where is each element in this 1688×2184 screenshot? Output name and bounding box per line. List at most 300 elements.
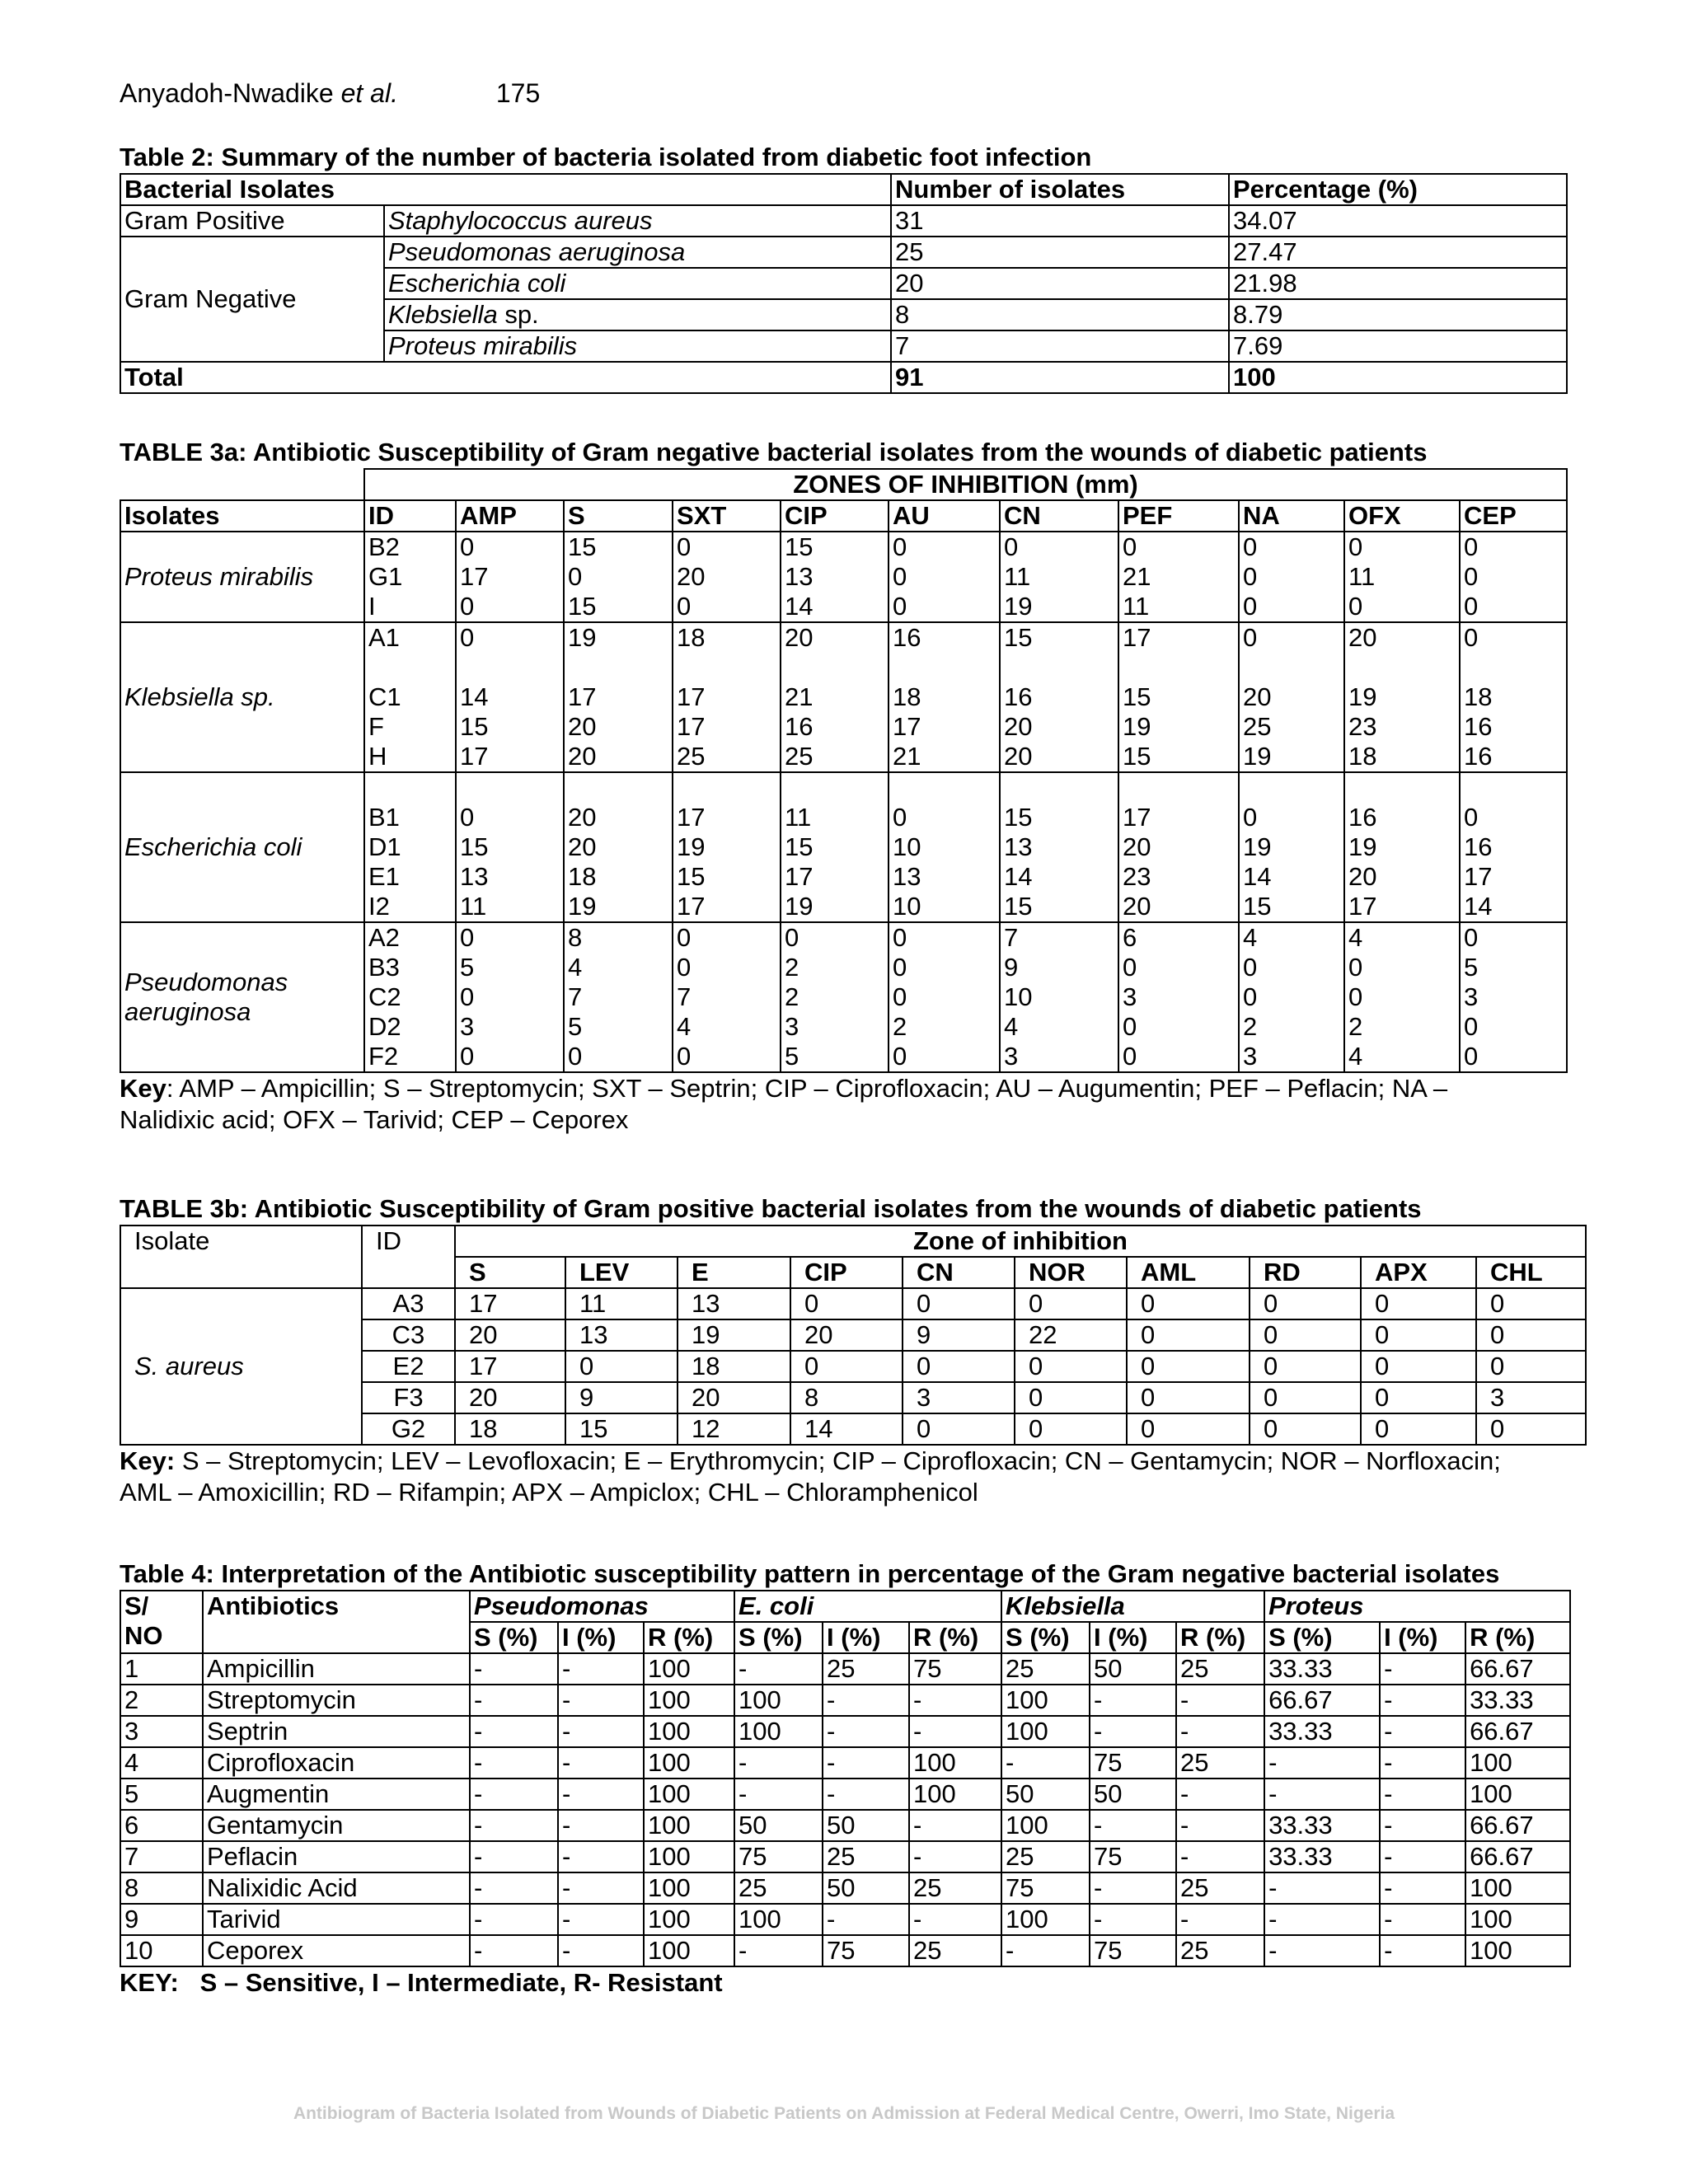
isolate-name bbox=[120, 532, 364, 622]
percentage-value: 100 bbox=[644, 1872, 734, 1904]
percentage-value: 100 bbox=[1001, 1685, 1090, 1716]
cell-value: 4 bbox=[677, 1012, 692, 1041]
cell-value: 17 bbox=[893, 712, 921, 741]
table2-header-percentage: Percentage (%) bbox=[1229, 174, 1567, 205]
cell-value bbox=[785, 773, 884, 803]
zone-value: 0 bbox=[790, 1288, 903, 1319]
cell-value: 4 bbox=[1243, 923, 1258, 952]
table4-key: KEY: S – Sensitive, I – Intermediate, R- Resistant bbox=[120, 1968, 723, 1997]
cell-value: 11 bbox=[460, 892, 487, 921]
cell-value: 0 bbox=[460, 532, 475, 561]
antibiotic-name: Nalixidic Acid bbox=[203, 1872, 470, 1904]
percentage-value: - bbox=[1264, 1872, 1380, 1904]
isolate-percentage: 34.07 bbox=[1229, 205, 1567, 237]
cell-value: 20 bbox=[1123, 832, 1151, 861]
zone-values bbox=[1239, 532, 1344, 622]
total-count: 91 bbox=[891, 362, 1229, 393]
percentage-value: - bbox=[1176, 1779, 1264, 1810]
table4-subheader: R (%) bbox=[1465, 1622, 1570, 1653]
cell-value: 0 bbox=[893, 923, 907, 952]
row-number: 6 bbox=[120, 1810, 203, 1841]
cell-value: 19 bbox=[677, 832, 706, 861]
table3b-block bbox=[120, 1193, 1585, 1508]
zone-value: 0 bbox=[1127, 1351, 1250, 1382]
table-row bbox=[120, 237, 1567, 268]
percentage-value: 25 bbox=[1176, 1872, 1264, 1904]
cell-value: 0 bbox=[1464, 923, 1479, 952]
zone-value: 8 bbox=[790, 1382, 903, 1413]
zone-value: 0 bbox=[1015, 1382, 1127, 1413]
isolate-name-line: Proteus mirabilis bbox=[124, 562, 314, 591]
percentage-value: 100 bbox=[644, 1904, 734, 1935]
percentage-value: - bbox=[1264, 1935, 1380, 1966]
cell-value: 0 bbox=[893, 562, 907, 591]
zone-value: 13 bbox=[565, 1319, 678, 1351]
cell-value: 5 bbox=[1464, 953, 1479, 982]
cell-value: 3 bbox=[1004, 1042, 1019, 1071]
percentage-value: - bbox=[1090, 1716, 1176, 1747]
percentage-value: - bbox=[1176, 1904, 1264, 1935]
table-row bbox=[120, 1841, 1570, 1872]
row-number: 9 bbox=[120, 1904, 203, 1935]
percentage-value: - bbox=[1380, 1810, 1465, 1841]
zone-value: 20 bbox=[455, 1319, 565, 1351]
cell-value: 18 bbox=[1464, 682, 1493, 711]
percentage-value: 33.33 bbox=[1264, 1841, 1380, 1872]
zone-values bbox=[889, 532, 1000, 622]
cell-value: 19 bbox=[1243, 832, 1272, 861]
cell-value bbox=[568, 773, 668, 803]
cell-value: 0 bbox=[1243, 982, 1258, 1011]
organism-name: Pseudomonas aeruginosa bbox=[384, 237, 891, 268]
cell-value: 0 bbox=[1243, 532, 1258, 561]
cell-value: 5 bbox=[568, 1012, 583, 1041]
organism-name: S. aureus bbox=[120, 1288, 362, 1445]
cell-value: 0 bbox=[893, 532, 907, 561]
isolate-name-line: Escherichia coli bbox=[124, 832, 302, 861]
zone-values bbox=[1118, 922, 1239, 1072]
zone-values bbox=[1118, 532, 1239, 622]
table3b-col-chl: CHL bbox=[1476, 1257, 1586, 1288]
percentage-value: - bbox=[909, 1685, 1001, 1716]
percentage-value: 75 bbox=[1090, 1841, 1176, 1872]
cell-value: 0 bbox=[1348, 953, 1363, 982]
key-text: : AMP – Ampicillin; S – Streptomycin; SXT – Septrin; CIP – Ciprofloxacin; AU – Augumentin; PEF – Peflacin; NA – bbox=[166, 1074, 1448, 1103]
percentage-value: - bbox=[470, 1685, 558, 1716]
table3b-zone-header: Zone of inhibition bbox=[455, 1226, 1586, 1257]
isolate-ids bbox=[364, 772, 456, 922]
cell-value: 20 bbox=[568, 803, 597, 832]
cell-value: 8 bbox=[568, 923, 583, 952]
cell-value: 0 bbox=[460, 1042, 475, 1071]
cell-value: 15 bbox=[568, 532, 597, 561]
antibiotic-name: Ceporex bbox=[203, 1935, 470, 1966]
percentage-value: 66.67 bbox=[1465, 1810, 1570, 1841]
cell-value: 0 bbox=[1243, 562, 1258, 591]
cell-value: 14 bbox=[785, 592, 814, 621]
cell-value: 11 bbox=[1123, 592, 1150, 621]
percentage-value: 100 bbox=[644, 1841, 734, 1872]
cell-value bbox=[677, 773, 776, 803]
table-row bbox=[120, 1935, 1570, 1966]
percentage-value: - bbox=[909, 1904, 1001, 1935]
cell-value: 21 bbox=[785, 682, 814, 711]
percentage-value: - bbox=[558, 1779, 644, 1810]
zone-values bbox=[1000, 772, 1118, 922]
table3b-col-rd: RD bbox=[1250, 1257, 1361, 1288]
cell-value: 0 bbox=[1464, 623, 1479, 652]
antibiotic-name: Ampicillin bbox=[203, 1653, 470, 1685]
isolate-name bbox=[120, 922, 364, 1072]
zone-value: 0 bbox=[790, 1351, 903, 1382]
cell-value: 4 bbox=[1348, 923, 1363, 952]
cell-value bbox=[568, 653, 668, 682]
cell-value: 7 bbox=[677, 982, 692, 1011]
percentage-value: - bbox=[734, 1653, 823, 1685]
isolate-percentage: 8.79 bbox=[1229, 299, 1567, 330]
isolate-count: 20 bbox=[891, 268, 1229, 299]
percentage-value: - bbox=[909, 1841, 1001, 1872]
percentage-value: - bbox=[823, 1779, 909, 1810]
table3b-col-id: ID bbox=[362, 1226, 455, 1288]
row-number: 2 bbox=[120, 1685, 203, 1716]
cell-value: 20 bbox=[1004, 712, 1033, 741]
table3a-col-isolates: Isolates bbox=[120, 500, 364, 532]
percentage-value: 100 bbox=[1465, 1747, 1570, 1779]
zone-value: 0 bbox=[1015, 1288, 1127, 1319]
isolate-percentage: 27.47 bbox=[1229, 237, 1567, 268]
percentage-value: - bbox=[1264, 1904, 1380, 1935]
zone-values bbox=[1460, 922, 1567, 1072]
cell-value: 15 bbox=[677, 862, 706, 891]
percentage-value: - bbox=[558, 1935, 644, 1966]
zone-values bbox=[1000, 532, 1118, 622]
cell-value: 16 bbox=[1464, 712, 1493, 741]
cell-value: 16 bbox=[1464, 742, 1493, 771]
cell-value bbox=[1123, 773, 1235, 803]
zone-value: 0 bbox=[1361, 1351, 1476, 1382]
cell-value: 15 bbox=[785, 832, 814, 861]
cell-value: 20 bbox=[677, 562, 706, 591]
isolate-count: 31 bbox=[891, 205, 1229, 237]
table2-total-row bbox=[120, 362, 1567, 393]
cell-value: 20 bbox=[1004, 742, 1033, 771]
zone-values bbox=[889, 772, 1000, 922]
antibiotic-name: Streptomycin bbox=[203, 1685, 470, 1716]
percentage-value: 33.33 bbox=[1264, 1810, 1380, 1841]
percentage-value: - bbox=[558, 1841, 644, 1872]
isolate-percentage: 21.98 bbox=[1229, 268, 1567, 299]
row-number: 5 bbox=[120, 1779, 203, 1810]
table4-subheader: S (%) bbox=[1001, 1622, 1090, 1653]
table4-group-proteus: Proteus bbox=[1264, 1591, 1570, 1622]
cell-value: 0 bbox=[1243, 623, 1258, 652]
cell-value: 16 bbox=[1004, 682, 1033, 711]
cell-value: 2 bbox=[1243, 1012, 1258, 1041]
antibiotic-name: Tarivid bbox=[203, 1904, 470, 1935]
percentage-value: - bbox=[470, 1716, 558, 1747]
percentage-value: 33.33 bbox=[1264, 1653, 1380, 1685]
zone-value: 0 bbox=[903, 1413, 1015, 1445]
percentage-value: 100 bbox=[644, 1747, 734, 1779]
cell-value: 0 bbox=[1123, 532, 1137, 561]
cell-value bbox=[368, 773, 452, 803]
zone-values bbox=[1118, 622, 1239, 772]
cell-value: 19 bbox=[1348, 832, 1377, 861]
cell-value: F2 bbox=[368, 1042, 399, 1071]
cell-value bbox=[677, 653, 776, 682]
cell-value: 10 bbox=[893, 892, 921, 921]
zone-value: 14 bbox=[790, 1413, 903, 1445]
table3a-key bbox=[120, 1073, 1566, 1136]
cell-value: 0 bbox=[1004, 532, 1019, 561]
cell-value: 18 bbox=[568, 862, 597, 891]
page-number: 175 bbox=[495, 78, 541, 108]
cell-value bbox=[1123, 653, 1235, 682]
percentage-value: - bbox=[470, 1810, 558, 1841]
cell-value: 20 bbox=[568, 832, 597, 861]
running-header bbox=[120, 78, 540, 109]
zone-values bbox=[1460, 772, 1567, 922]
isolate-id: E2 bbox=[362, 1351, 455, 1382]
cell-value: 15 bbox=[1004, 623, 1033, 652]
table4 bbox=[120, 1590, 1571, 1967]
zone-value: 13 bbox=[678, 1288, 790, 1319]
cell-value: 18 bbox=[677, 623, 706, 652]
percentage-value: 25 bbox=[823, 1841, 909, 1872]
table2-header-isolates: Bacterial Isolates bbox=[120, 174, 891, 205]
percentage-value: - bbox=[1264, 1747, 1380, 1779]
zone-value: 3 bbox=[1476, 1382, 1586, 1413]
antibiotic-name: Peflacin bbox=[203, 1841, 470, 1872]
cell-value: 0 bbox=[1464, 562, 1479, 591]
cell-value: 9 bbox=[1004, 953, 1019, 982]
table-row bbox=[120, 1779, 1570, 1810]
antibiotic-name: Gentamycin bbox=[203, 1810, 470, 1841]
cell-value: 15 bbox=[460, 712, 489, 741]
cell-value: 20 bbox=[785, 623, 814, 652]
cell-value: 17 bbox=[785, 862, 814, 891]
cell-value: 14 bbox=[1243, 862, 1272, 891]
percentage-value: - bbox=[470, 1653, 558, 1685]
organism-name: Escherichia coli bbox=[384, 268, 891, 299]
key-text-2: Nalidixic acid; OFX – Tarivid; CEP – Ceporex bbox=[120, 1105, 629, 1134]
table3a-zone-header: ZONES OF INHIBITION (mm) bbox=[364, 469, 1567, 500]
percentage-value: - bbox=[558, 1716, 644, 1747]
table3a-col-cip: CIP bbox=[781, 500, 889, 532]
cell-value bbox=[893, 653, 996, 682]
cell-value: 20 bbox=[1123, 892, 1151, 921]
cell-value bbox=[1004, 653, 1114, 682]
zone-value: 20 bbox=[790, 1319, 903, 1351]
table2-header-number: Number of isolates bbox=[891, 174, 1229, 205]
zone-values bbox=[889, 622, 1000, 772]
percentage-value: - bbox=[470, 1872, 558, 1904]
table-row bbox=[120, 205, 1567, 237]
cell-value: 5 bbox=[785, 1042, 799, 1071]
cell-value: 16 bbox=[893, 623, 921, 652]
cell-value: 0 bbox=[1464, 592, 1479, 621]
zone-value: 20 bbox=[455, 1382, 565, 1413]
row-number: 7 bbox=[120, 1841, 203, 1872]
cell-value: B3 bbox=[368, 953, 400, 982]
cell-value: 17 bbox=[460, 562, 489, 591]
percentage-value: 75 bbox=[1001, 1872, 1090, 1904]
isolate-name-line: Pseudomonas bbox=[124, 968, 288, 996]
cell-value: 13 bbox=[460, 862, 489, 891]
cell-value bbox=[1243, 653, 1340, 682]
cell-value: 17 bbox=[677, 892, 706, 921]
table3a bbox=[120, 468, 1568, 1073]
percentage-value: - bbox=[1264, 1779, 1380, 1810]
zone-values bbox=[889, 922, 1000, 1072]
percentage-value: - bbox=[558, 1747, 644, 1779]
gram-positive-label: Gram Positive bbox=[120, 205, 384, 237]
table4-subheader: S (%) bbox=[470, 1622, 558, 1653]
zone-value: 17 bbox=[455, 1288, 565, 1319]
cell-value: 0 bbox=[893, 1042, 907, 1071]
table4-group-ecoli: E. coli bbox=[734, 1591, 1001, 1622]
table4-group-klebsiella: Klebsiella bbox=[1001, 1591, 1264, 1622]
cell-value: 16 bbox=[785, 712, 814, 741]
cell-value: 17 bbox=[1123, 623, 1151, 652]
percentage-value: 100 bbox=[734, 1904, 823, 1935]
cell-value: 17 bbox=[677, 803, 706, 832]
zone-values bbox=[781, 532, 889, 622]
cell-value: 25 bbox=[1243, 712, 1272, 741]
percentage-value: - bbox=[823, 1716, 909, 1747]
percentage-value: 50 bbox=[1090, 1653, 1176, 1685]
percentage-value: 75 bbox=[1090, 1747, 1176, 1779]
percentage-value: 50 bbox=[734, 1810, 823, 1841]
percentage-value: 66.67 bbox=[1465, 1653, 1570, 1685]
percentage-value: - bbox=[470, 1779, 558, 1810]
percentage-value: 66.67 bbox=[1465, 1841, 1570, 1872]
key-text: S – Streptomycin; LEV – Levofloxacin; E – Erythromycin; CIP – Ciprofloxacin; CN – Gentamycin; NOR – Norfloxacin; bbox=[175, 1446, 1501, 1475]
percentage-value: 25 bbox=[823, 1653, 909, 1685]
cell-value: 4 bbox=[568, 953, 583, 982]
table3b bbox=[120, 1225, 1587, 1446]
table4-subheader: R (%) bbox=[909, 1622, 1001, 1653]
zone-value: 0 bbox=[1250, 1319, 1361, 1351]
table3b-col-cip: CIP bbox=[790, 1257, 903, 1288]
cell-value: 10 bbox=[893, 832, 921, 861]
cell-value: G1 bbox=[368, 562, 403, 591]
zone-value: 0 bbox=[1127, 1288, 1250, 1319]
gram-negative-label: Gram Negative bbox=[120, 237, 384, 362]
table4-subheader: R (%) bbox=[644, 1622, 734, 1653]
zone-values bbox=[564, 532, 673, 622]
percentage-value: - bbox=[1380, 1653, 1465, 1685]
cell-value: 19 bbox=[1123, 712, 1151, 741]
table3a-caption: TABLE 3a: Antibiotic Susceptibility of Gram negative bacterial isolates from the wounds of diabetic patients bbox=[120, 438, 1428, 466]
table3b-col-cn: CN bbox=[903, 1257, 1015, 1288]
percentage-value: 100 bbox=[1465, 1904, 1570, 1935]
cell-value: 0 bbox=[1243, 953, 1258, 982]
cell-value: 4 bbox=[1004, 1012, 1019, 1041]
zone-value: 0 bbox=[1250, 1288, 1361, 1319]
cell-value: 3 bbox=[785, 1012, 799, 1041]
zone-value: 0 bbox=[1127, 1382, 1250, 1413]
cell-value bbox=[368, 653, 452, 682]
zone-value: 0 bbox=[903, 1288, 1015, 1319]
zone-values bbox=[673, 622, 781, 772]
cell-value: 0 bbox=[460, 623, 475, 652]
cell-value: 0 bbox=[785, 923, 799, 952]
zone-values bbox=[781, 772, 889, 922]
table3b-col-apx: APX bbox=[1361, 1257, 1476, 1288]
cell-value bbox=[460, 653, 560, 682]
cell-value: 21 bbox=[893, 742, 921, 771]
zone-value: 0 bbox=[1127, 1319, 1250, 1351]
table3a-col-id: ID bbox=[364, 500, 456, 532]
percentage-value: 100 bbox=[1001, 1904, 1090, 1935]
organism-name: Proteus mirabilis bbox=[384, 330, 891, 362]
percentage-value: - bbox=[1090, 1904, 1176, 1935]
organism-cell bbox=[384, 299, 891, 330]
cell-value: 3 bbox=[1464, 982, 1479, 1011]
zone-values bbox=[1239, 622, 1344, 772]
zone-value: 0 bbox=[1250, 1351, 1361, 1382]
table-row bbox=[120, 1810, 1570, 1841]
percentage-value: - bbox=[1380, 1716, 1465, 1747]
cell-value: 15 bbox=[460, 832, 489, 861]
table4-subheader: R (%) bbox=[1176, 1622, 1264, 1653]
table-row bbox=[120, 1747, 1570, 1779]
cell-value: 0 bbox=[1464, 1012, 1479, 1041]
cell-value: C2 bbox=[368, 982, 401, 1011]
zone-value: 20 bbox=[678, 1382, 790, 1413]
header-etal: et al. bbox=[340, 78, 398, 108]
table4-subheader: I (%) bbox=[558, 1622, 644, 1653]
cell-value: 13 bbox=[785, 562, 814, 591]
cell-value: 0 bbox=[893, 953, 907, 982]
table-row bbox=[120, 1653, 1570, 1685]
cell-value: 19 bbox=[785, 892, 814, 921]
isolate-id: F3 bbox=[362, 1382, 455, 1413]
percentage-value: 25 bbox=[734, 1872, 823, 1904]
isolate-ids bbox=[364, 922, 456, 1072]
table-row bbox=[120, 922, 1567, 1072]
cell-value: 0 bbox=[893, 803, 907, 832]
zone-values bbox=[1239, 922, 1344, 1072]
cell-value bbox=[1243, 773, 1340, 803]
percentage-value: 100 bbox=[734, 1685, 823, 1716]
isolate-name-line: Klebsiella sp. bbox=[124, 682, 275, 711]
zone-value: 12 bbox=[678, 1413, 790, 1445]
cell-value: 0 bbox=[1464, 1042, 1479, 1071]
cell-value: 0 bbox=[1243, 803, 1258, 832]
table4-subheader: S (%) bbox=[734, 1622, 823, 1653]
percentage-value: 100 bbox=[644, 1779, 734, 1810]
percentage-value: - bbox=[1090, 1872, 1176, 1904]
cell-value: 0 bbox=[677, 592, 692, 621]
cell-value: 20 bbox=[1243, 682, 1272, 711]
cell-value: 0 bbox=[460, 982, 475, 1011]
table4-block bbox=[120, 1558, 1566, 1999]
cell-value: 0 bbox=[1123, 1012, 1137, 1041]
percentage-value: - bbox=[1380, 1935, 1465, 1966]
total-label: Total bbox=[120, 362, 891, 393]
percentage-value: - bbox=[558, 1653, 644, 1685]
percentage-value: 100 bbox=[734, 1716, 823, 1747]
zone-value: 22 bbox=[1015, 1319, 1127, 1351]
cell-value: 20 bbox=[568, 712, 597, 741]
zone-value: 18 bbox=[455, 1413, 565, 1445]
percentage-value: 25 bbox=[1001, 1841, 1090, 1872]
zone-values bbox=[564, 922, 673, 1072]
zone-values bbox=[456, 532, 564, 622]
